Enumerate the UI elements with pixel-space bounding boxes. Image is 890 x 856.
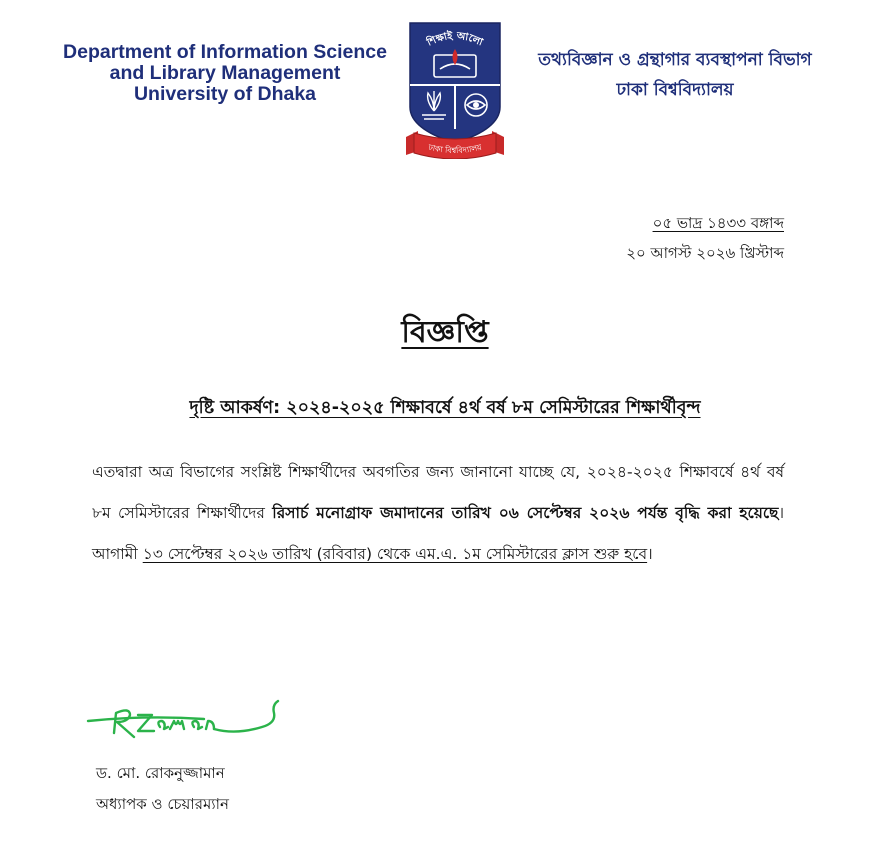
notice-body-part-2: । আগামী <box>92 504 784 563</box>
date-gregorian: ২০ আগস্ট ২০২৬ খ্রিস্টাব্দ <box>626 244 784 262</box>
university-name-en: University of Dhaka <box>133 83 317 105</box>
notice-title <box>0 308 890 359</box>
attention-line <box>0 395 890 424</box>
signature-image <box>86 695 286 751</box>
department-name-english <box>40 42 410 105</box>
notice-body-end: । <box>647 545 653 563</box>
university-name-bn: ঢাকা বিশ্ববিদ্যালয় <box>616 80 734 100</box>
seal-motto-text: শিক্ষাই আলো <box>425 30 485 49</box>
signatory-name: ড. মো. রোকনুজ্জামান <box>96 764 225 782</box>
department-name-bengali <box>516 45 834 105</box>
notice-body <box>92 452 784 575</box>
department-name-en-line-2: and Library Management <box>109 62 341 84</box>
attention-text: দৃষ্টি আকর্ষণ: ২০২৪-২০২৫ শিক্ষাবর্ষে ৪র্থ বর্ষ ৮ম সেমিস্টারের শিক্ষার্থীবৃন্দ <box>189 398 701 418</box>
notice-body-class-start: ১৩ সেপ্টেম্বর ২০২৬ তারিখ (রবিবার) থেকে এম.এ. ১ম সেমিস্টারের ক্লাস শুরু হবে <box>142 545 648 563</box>
date-block <box>626 208 784 268</box>
date-bengali-calendar: ০৫ ভাদ্র ১৪৩৩ বঙ্গাব্দ <box>652 214 784 232</box>
notice-body-part-1: এতদ্বারা অত্র বিভাগের সংশ্লিষ্ট শিক্ষার্থীদের অবগতির জন্য জানানো যাচ্ছে যে, ২০২৪-২০২৫ শিক্ষাবর্ষে ৪র্থ বর্ষ ৮ম সেমিস্টারের শিক্ষার্থীদের <box>92 463 784 522</box>
department-name-en-line-1: Department of Information Science <box>63 41 387 63</box>
department-name-bn-line-1: তথ্যবিজ্ঞান ও গ্রন্থাগার ব্যবস্থাপনা বিভাগ <box>538 50 812 70</box>
signatory-designation: অধ্যাপক ও চেয়ারম্যান <box>96 795 229 813</box>
notice-body-highlight: রিসার্চ মনোগ্রাফ জমাদানের তারিখ ০৬ সেপ্টেম্বর ২০২৬ পর্যন্ত বৃদ্ধি করা হয়েছে <box>272 504 779 522</box>
notice-title-text: বিজ্ঞপ্তি <box>401 315 489 350</box>
signatory-block <box>96 758 229 820</box>
seal-ribbon-text: ঢাকা বিশ্ববিদ্যালয় <box>427 142 483 156</box>
university-seal-logo <box>404 19 506 159</box>
